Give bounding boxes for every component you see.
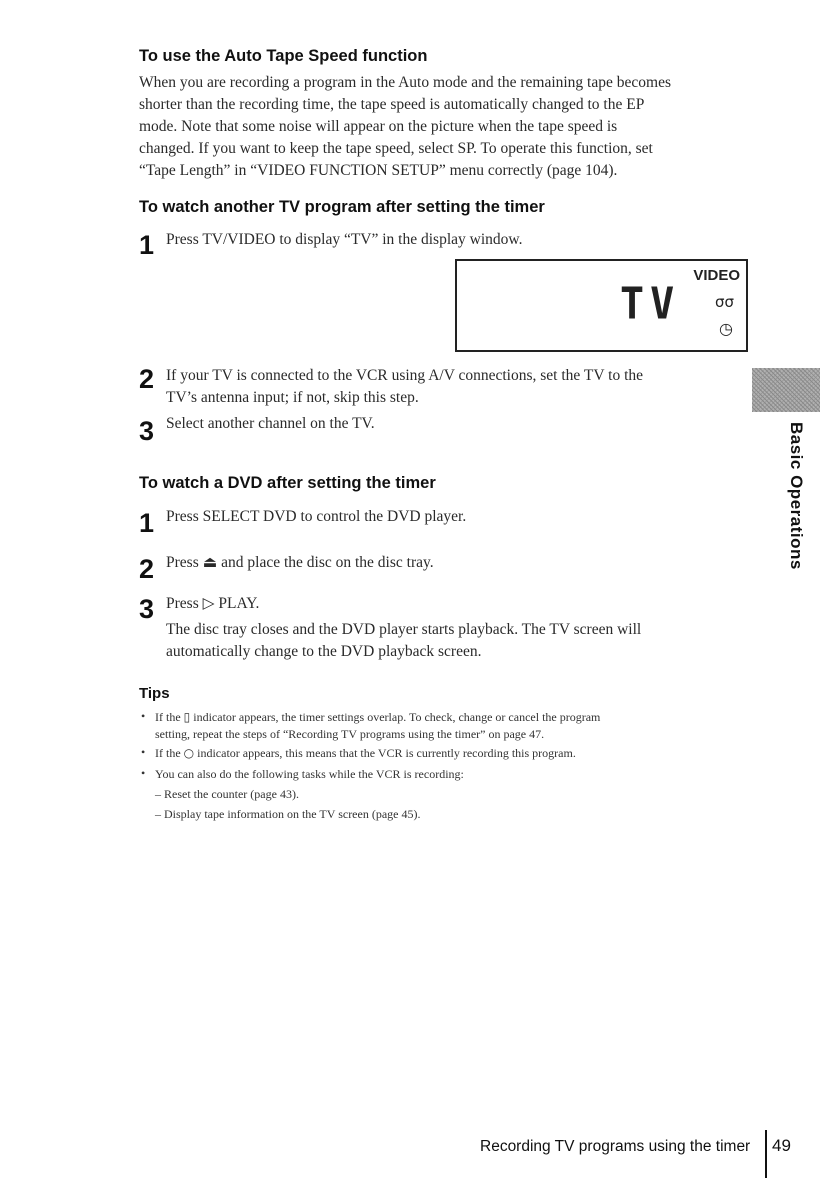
play-icon: ▷ (202, 594, 215, 612)
text-line: The disc tray closes and the DVD player starts playback. The TV screen will (166, 621, 642, 638)
bullet: • (141, 709, 146, 723)
text-line: automatically change to the DVD playback screen. (166, 643, 482, 660)
step-number: 3 (139, 416, 155, 446)
step-text (166, 592, 641, 663)
step-number: 1 (139, 230, 155, 260)
eject-icon: ⏏ (202, 553, 218, 571)
text-line: Press TV/VIDEO to display “TV” in the display window. (166, 231, 523, 248)
text-fragment: Press (166, 595, 199, 612)
sub-item: – Display tape information on the TV screen (page 45). (155, 807, 421, 821)
text-line: Select another channel on the TV. (166, 415, 375, 432)
step-text (166, 365, 643, 409)
text-line: When you are recording a program in the Auto mode and the remaining tape becomes (139, 74, 671, 91)
display-main-readout: TV (620, 278, 681, 330)
step-text (166, 229, 522, 251)
step-text (166, 551, 434, 574)
overlap-icon: ▯ (183, 710, 191, 724)
text-fragment: Press (166, 554, 199, 571)
text-line: indicator appears, the timer settings overlap. To check, change or cancel the program (193, 710, 601, 724)
step-number: 2 (139, 364, 155, 394)
clock-icon: ◷ (719, 319, 733, 338)
heading-watch-tv-program: To watch another TV program after setting the timer (139, 198, 545, 216)
text-fragment: If the (155, 710, 181, 724)
page-number: 49 (772, 1136, 791, 1155)
text-fragment: indicator appears, this means that the VCR is currently recording this program. (197, 746, 576, 760)
text-fragment: PLAY. (218, 595, 260, 612)
step-number: 1 (139, 508, 155, 538)
display-window (455, 259, 748, 352)
step-number: 2 (139, 554, 155, 584)
step-number: 3 (139, 594, 155, 624)
display-video-indicator: VIDEO (693, 267, 740, 284)
bullet: • (141, 766, 146, 780)
auto-tape-speed-paragraph (139, 72, 671, 182)
text-line: TV’s antenna input; if not, skip this step. (166, 389, 419, 406)
text-line: “Tape Length” in “VIDEO FUNCTION SETUP” menu correctly (page 104). (139, 162, 618, 179)
side-tab-marker (752, 368, 820, 412)
text-line: setting, repeat the steps of “Recording TV programs using the timer” on page 47. (155, 727, 545, 741)
text-fragment: and place the disc on the disc tray. (221, 554, 434, 571)
text-line: changed. If you want to keep the tape speed, select SP. To operate this function, set (139, 140, 653, 157)
recording-indicator-icon: ○ (183, 746, 195, 760)
sub-item: – Reset the counter (page 43). (155, 787, 299, 801)
text-line: mode. Note that some noise will appear on the picture when the tape speed is (139, 118, 618, 135)
tip-item (155, 766, 464, 823)
step-text: Press SELECT DVD to control the DVD player. (166, 508, 467, 525)
side-tab-label: Basic Operations (787, 422, 806, 570)
footer-divider (765, 1130, 767, 1178)
bullet: • (141, 745, 146, 759)
footer-title: Recording TV programs using the timer (480, 1138, 751, 1155)
tip-item (155, 745, 576, 762)
text-line: You can also do the following tasks while the VCR is recording: (155, 767, 464, 781)
heading-watch-dvd: To watch a DVD after setting the timer (139, 474, 436, 492)
tape-icon: σσ (714, 293, 734, 311)
text-line: shorter than the recording time, the tape speed is automatically changed to the EP (139, 96, 645, 113)
text-fragment: If the (155, 746, 181, 760)
tip-item (155, 709, 600, 743)
heading-auto-tape-speed: To use the Auto Tape Speed function (139, 47, 428, 65)
step-text (166, 413, 375, 435)
tips-heading: Tips (139, 685, 170, 702)
text-line: If your TV is connected to the VCR using A/V connections, set the TV to the (166, 367, 644, 384)
